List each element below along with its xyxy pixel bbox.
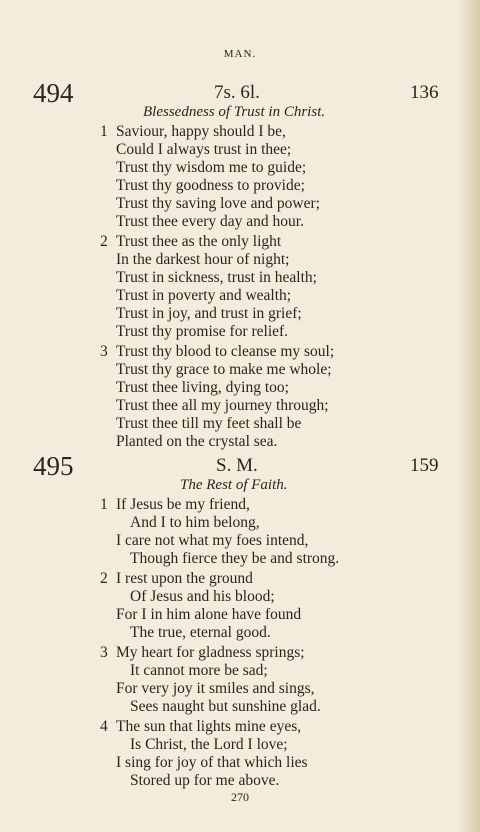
verse-line: It cannot more be sad; <box>130 662 268 679</box>
hymn-title: Blessedness of Trust in Christ. <box>143 104 326 120</box>
verse-line: Trust thy goodness to provide; <box>116 177 305 194</box>
verse-line: Trust in poverty and wealth; <box>116 287 292 304</box>
verse-line: Trust thee all my journey through; <box>116 397 329 414</box>
verse-line: 1 If Jesus be my friend, <box>100 496 250 513</box>
hymn-number: 495 <box>33 451 74 481</box>
hymn-meter: S. M. <box>216 455 258 476</box>
verse-number: 3 <box>100 644 108 661</box>
verse-line: 3 My heart for gladness springs; <box>100 644 305 661</box>
verse-line: 2 Trust thee as the only light <box>100 233 282 250</box>
verse-line: And I to him belong, <box>130 514 260 531</box>
verse-line: 1 Saviour, happy should I be, <box>100 123 286 140</box>
verse-line: In the darkest hour of night; <box>116 251 290 268</box>
verse-line: Trust thy promise for relief. <box>116 323 289 340</box>
verse-line: Is Christ, the Lord I love; <box>130 736 288 753</box>
verse-line: I sing for joy of that which lies <box>116 754 308 771</box>
tune-number: 136 <box>410 82 439 103</box>
verse-number: 4 <box>100 718 108 735</box>
verse-line: Trust thy wisdom me to guide; <box>116 159 307 176</box>
verse-number: 1 <box>100 496 108 513</box>
verse-line: Stored up for me above. <box>130 772 280 789</box>
verse-line: The true, eternal good. <box>130 624 271 641</box>
verse-line: Though fierce they be and strong. <box>130 550 340 567</box>
verse-line: Of Jesus and his blood; <box>130 588 275 605</box>
verse-number: 2 <box>100 233 108 250</box>
verse-line: Trust thee till my feet shall be <box>116 415 302 432</box>
verse-line: Could I always trust in thee; <box>116 141 292 158</box>
verse-line: For I in him alone have found <box>116 606 302 623</box>
hymn-meter: 7s. 6l. <box>214 82 260 103</box>
verse-line: 3 Trust thy blood to cleanse my soul; <box>100 343 335 360</box>
verse-line: Trust thee living, dying too; <box>116 379 289 396</box>
page-number: 270 <box>231 790 249 804</box>
tune-number: 159 <box>410 455 439 476</box>
verse-line: Trust thy grace to make me whole; <box>116 361 332 378</box>
verse-line: Trust in sickness, trust in health; <box>116 269 317 286</box>
verse-line: Trust thee every day and hour. <box>116 213 304 230</box>
verse-number: 3 <box>100 343 108 360</box>
hymn-title: The Rest of Faith. <box>180 477 288 493</box>
verse-line: Sees naught but sunshine glad. <box>130 698 321 715</box>
verse-line: 2 I rest upon the ground <box>100 570 253 587</box>
verse-line: Planted on the crystal sea. <box>116 433 278 450</box>
running-head: MAN. <box>223 48 257 60</box>
verse-line: Trust in joy, and trust in grief; <box>116 305 302 322</box>
verse-number: 1 <box>100 123 108 140</box>
page-edge-shadow <box>458 0 480 832</box>
verse-line: I care not what my foes intend, <box>116 532 309 549</box>
hymn-number: 494 <box>33 78 74 108</box>
verse-line: For very joy it smiles and sings, <box>116 680 315 697</box>
verse-line: Trust thy saving love and power; <box>116 195 320 212</box>
verse-number: 2 <box>100 570 108 587</box>
verse-line: 4 The sun that lights mine eyes, <box>100 718 302 735</box>
